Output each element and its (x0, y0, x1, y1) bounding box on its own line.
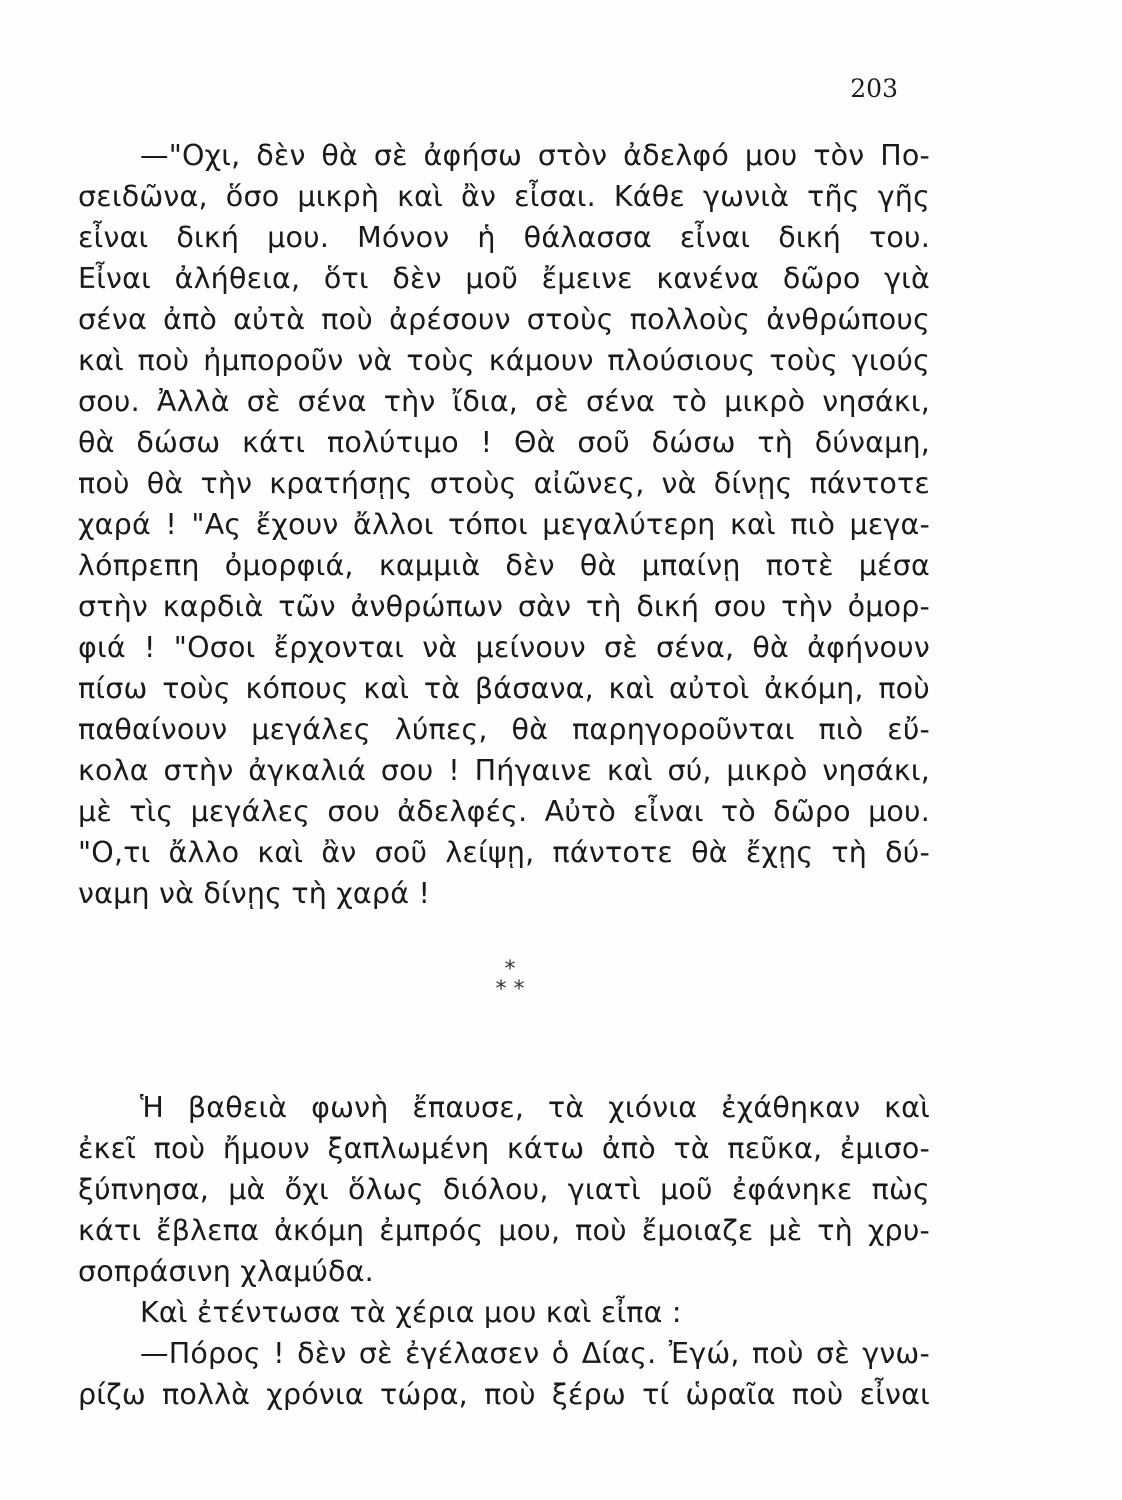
text-line: λόπρεπη ὀμορφιά, καμμιὰ δὲν θὰ μπαίνῃ ποτὲ μέσα (78, 549, 930, 582)
text-line: —"Οχι, δὲν θὰ σὲ ἀφήσω στὸν ἀδελφό μου τὸν Πο- (140, 139, 930, 172)
text-line: —Πόρος ! δὲν σὲ ἐγέλασεν ὁ Δίας. Ἐγώ, ποὺ σὲ γνω- (140, 1337, 930, 1370)
text-line: θὰ δώσω κάτι πολύτιμο ! Θὰ σοῦ δώσω τὴ δύναμη, (78, 426, 930, 459)
text-line: "Ο,τι ἄλλο καὶ ἂν σοῦ λείψῃ, πάντοτε θὰ ἔχῃς τὴ δύ- (78, 836, 930, 869)
text-line: παθαίνουν μεγάλες λύπες, θὰ παρηγοροῦνται πιὸ εὔ- (78, 713, 930, 746)
text-line: ἐκεῖ ποὺ ἤμουν ξαπλωμένη κάτω ἀπὸ τὰ πεῦκα, ἐμισο- (78, 1132, 930, 1165)
page-number: 203 (850, 74, 898, 103)
section-separator (470, 957, 550, 1010)
text-line: ρίζω πολλὰ χρόνια τώρα, ποὺ ξέρω τί ὡραῖα ποὺ εἶναι (78, 1378, 930, 1411)
text-line: κάτι ἔβλεπα ἀκόμη ἐμπρός μου, ποὺ ἔμοιαζε μὲ τὴ χρυ- (78, 1214, 930, 1247)
text-line: ναμη νὰ δίνῃς τὴ χαρά ! (78, 877, 431, 910)
separator-bottom: * * (495, 977, 525, 1002)
text-line: Καὶ ἐτέντωσα τὰ χέρια μου καὶ εἶπα : (140, 1296, 682, 1329)
text-line: καὶ ποὺ ἠμποροῦν νὰ τοὺς κάμουν πλούσιους τοὺς γιούς (78, 344, 930, 377)
text-line: πίσω τοὺς κόπους καὶ τὰ βάσανα, καὶ αὐτοὶ ἀκόμη, ποὺ (78, 672, 930, 705)
text-line: Εἶναι ἀλήθεια, ὅτι δὲν μοῦ ἔμεινε κανένα δῶρο γιὰ (78, 262, 930, 295)
text-line: σένα ἀπὸ αὐτὰ ποὺ ἀρέσουν στοὺς πολλοὺς ἀνθρώπους (78, 303, 930, 336)
text-line: σειδῶνα, ὅσο μικρὴ καὶ ἂν εἶσαι. Κάθε γωνιὰ τῆς γῆς (78, 180, 930, 213)
text-line: ποὺ θὰ τὴν κρατήσῃς στοὺς αἰῶνες, νὰ δίνῃς πάντοτε (78, 467, 930, 500)
text-line: χαρά ! "Ας ἔχουν ἄλλοι τόποι μεγαλύτερη καὶ πιὸ μεγα- (78, 508, 930, 541)
text-line: εἶναι δική μου. Μόνον ἡ θάλασσα εἶναι δική του. (78, 221, 930, 254)
separator-top: * (504, 957, 516, 982)
text-line: σου. Ἀλλὰ σὲ σένα τὴν ἴδια, σὲ σένα τὸ μικρὸ νησάκι, (78, 385, 930, 418)
text-line: ξύπνησα, μὰ ὄχι ὅλως διόλου, γιατὶ μοῦ ἐφάνηκε πὼς (78, 1173, 930, 1206)
text-line: στὴν καρδιὰ τῶν ἀνθρώπων σὰν τὴ δική σου τὴν ὀμορ- (78, 590, 930, 623)
text-line: σοπράσινη χλαμύδα. (78, 1255, 374, 1288)
text-line: κολα στὴν ἀγκαλιά σου ! Πήγαινε καὶ σύ, μικρὸ νησάκι, (78, 754, 930, 787)
text-line: φιά ! "Οσοι ἔρχονται νὰ μείνουν σὲ σένα, θὰ ἀφήνουν (78, 631, 930, 664)
text-line: Ἡ βαθειὰ φωνὴ ἔπαυσε, τὰ χιόνια ἐχάθηκαν καὶ (140, 1091, 930, 1124)
text-line: μὲ τὶς μεγάλες σου ἀδελφές. Αὐτὸ εἶναι τὸ δῶρο μου. (78, 795, 930, 828)
